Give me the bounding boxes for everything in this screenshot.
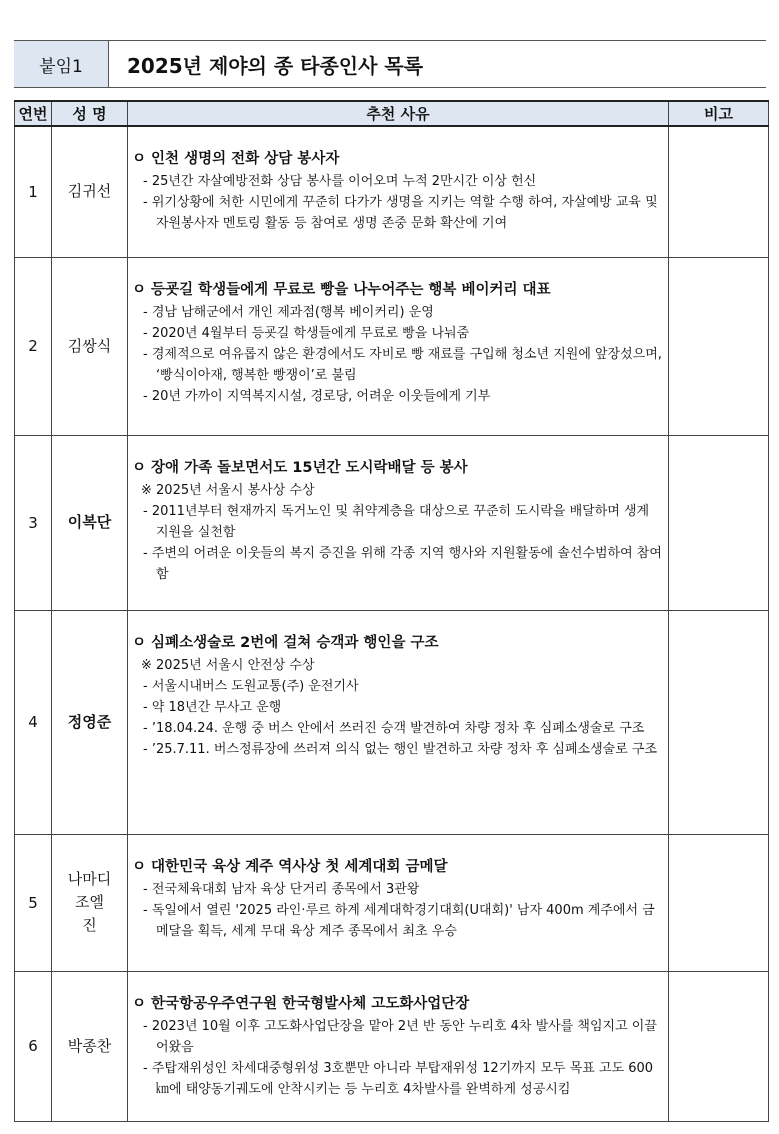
document-header bbox=[14, 40, 766, 88]
note-cell bbox=[669, 834, 769, 971]
reason-cell bbox=[128, 435, 669, 610]
reason-item: - ’25.7.11. 버스정류장에 쓰러져 의식 없는 행인 발견하고 차량 정차 후 심폐소생술로 구조 bbox=[143, 741, 658, 757]
row-number: 1 bbox=[15, 126, 52, 257]
reason-item: - 2011년부터 현재까지 독거노인 및 취약계층을 대상으로 꾸준히 도시락을 배달하며 생계 지원을 실천함 bbox=[143, 503, 650, 540]
nominee-name: 정영준 bbox=[52, 610, 128, 834]
reason-item: - 전국체육대회 남자 육상 단거리 종목에서 3관왕 bbox=[143, 881, 420, 897]
note-cell bbox=[669, 435, 769, 610]
nominee-name: 이복단 bbox=[52, 435, 128, 610]
note-cell bbox=[669, 610, 769, 834]
nominee-name: 김귀선 bbox=[52, 126, 128, 257]
column-header-no: 연번 bbox=[15, 101, 52, 126]
table-row bbox=[15, 435, 769, 610]
nominee-name: 나마디 조엘 진 bbox=[52, 834, 128, 971]
reason-headline: ㅇ 심폐소생술로 2번에 걸쳐 승객과 행인을 구조 bbox=[132, 634, 439, 651]
reason-cell bbox=[128, 126, 669, 257]
row-number: 4 bbox=[15, 610, 52, 834]
table-row bbox=[15, 834, 769, 971]
reason-item: - 경남 남해군에서 개인 제과점(행복 베이커리) 운영 bbox=[143, 304, 434, 320]
reason-item: - 위기상황에 처한 시민에게 꾸준히 다가가 생명을 지키는 역할 수행 하여, 자살예방 교육 및 자원봉사자 멘토링 활동 등 참여로 생명 존중 문화 확산에 기여 bbox=[143, 195, 658, 231]
reason-item: - 약 18년간 무사고 운행 bbox=[143, 699, 282, 715]
reason-cell bbox=[128, 971, 669, 1121]
table-row bbox=[15, 257, 769, 435]
nominee-name: 박종찬 bbox=[52, 971, 128, 1121]
reason-item: - 서울시내버스 도원교통(주) 운전기사 bbox=[143, 678, 359, 694]
nominee-table bbox=[14, 100, 769, 1122]
reason-item: - 2020년 4월부터 등굣길 학생들에게 무료로 빵을 나눠줌 bbox=[143, 325, 470, 341]
nominee-name: 김쌍식 bbox=[52, 257, 128, 435]
award-note: ※ 2025년 서울시 안전상 수상 bbox=[141, 657, 315, 673]
reason-item: - ’18.04.24. 운행 중 버스 안에서 쓰러진 승객 발견하여 차량 정차 후 심폐소생술로 구조 bbox=[143, 720, 645, 736]
note-cell bbox=[669, 126, 769, 257]
row-number: 5 bbox=[15, 834, 52, 971]
reason-item: - 독일에서 열린 '2025 라인·루르 하계 세계대학경기대회(U대회)' 남자 400m 계주에서 금메달을 획득, 세계 무대 육상 계주 종목에서 최초 우승 bbox=[143, 902, 655, 939]
note-cell bbox=[669, 257, 769, 435]
reason-headline: ㅇ 대한민국 육상 계주 역사상 첫 세계대회 금메달 bbox=[132, 858, 448, 875]
reason-headline: ㅇ 한국항공우주연구원 한국형발사체 고도화사업단장 bbox=[132, 995, 470, 1012]
table-header-row bbox=[15, 101, 769, 126]
table-row bbox=[15, 126, 769, 257]
award-note: ※ 2025년 서울시 봉사상 수상 bbox=[141, 482, 315, 498]
reason-item: - 경제적으로 여유롭지 않은 환경에서도 자비로 빵 재료를 구입해 청소년 지원에 앞장섰으며, ‘빵식이아재, 행복한 빵쟁이’로 불림 bbox=[143, 346, 662, 383]
reason-headline: ㅇ 장애 가족 돌보면서도 15년간 도시락배달 등 봉사 bbox=[132, 459, 468, 476]
table-row bbox=[15, 971, 769, 1121]
reason-item: - 주변의 어려운 이웃들의 복지 증진을 위해 각종 지역 행사와 지원활동에 솔선수범하여 참여함 bbox=[143, 545, 662, 582]
reason-headline: ㅇ 인천 생명의 전화 상담 봉사자 bbox=[132, 151, 340, 167]
reason-cell bbox=[128, 257, 669, 435]
reason-cell bbox=[128, 610, 669, 834]
attachment-tag: 붙임1 bbox=[14, 41, 109, 87]
column-header-name: 성 명 bbox=[52, 101, 128, 126]
reason-item: - 주탑재위성인 차세대중형위성 3호뿐만 아니라 부탑재위성 12기까지 모두 목표 고도 600㎞에 태양동기궤도에 안착시키는 등 누리호 4차발사를 완벽하게 성공시킴 bbox=[143, 1060, 654, 1097]
row-number: 2 bbox=[15, 257, 52, 435]
reason-item: - 2023년 10월 이후 고도화사업단장을 맡아 2년 반 동안 누리호 4차 발사를 책임지고 이끌어왔음 bbox=[143, 1018, 657, 1055]
table-row bbox=[15, 610, 769, 834]
reason-cell bbox=[128, 834, 669, 971]
column-header-reason: 추천 사유 bbox=[128, 101, 669, 126]
note-cell bbox=[669, 971, 769, 1121]
reason-headline: ㅇ 등굣길 학생들에게 무료로 빵을 나누어주는 행복 베이커리 대표 bbox=[132, 281, 551, 298]
column-header-note: 비고 bbox=[669, 101, 769, 126]
document-title: 2025년 제야의 종 타종인사 목록 bbox=[127, 53, 424, 78]
row-number: 6 bbox=[15, 971, 52, 1121]
reason-item: - 20년 가까이 지역복지시설, 경로당, 어려운 이웃들에게 기부 bbox=[143, 388, 491, 404]
row-number: 3 bbox=[15, 435, 52, 610]
reason-item: - 25년간 자살예방전화 상담 봉사를 이어오며 누적 2만시간 이상 헌신 bbox=[143, 174, 537, 189]
